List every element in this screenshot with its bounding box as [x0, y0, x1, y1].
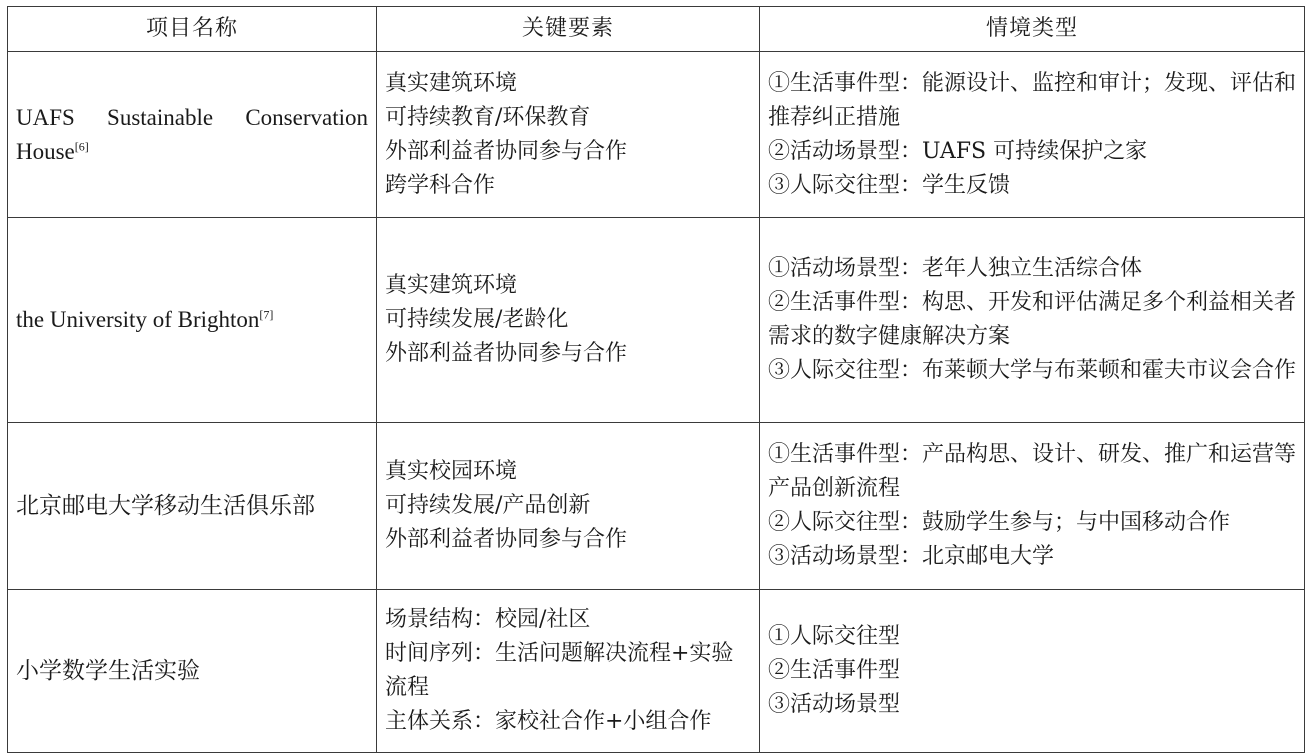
key-elements-cell — [377, 590, 760, 753]
key-element: 外部利益者协同参与合作 — [385, 341, 628, 366]
context-type-item: ②活动场景型：UAFS 可持续保护之家 — [768, 138, 1148, 164]
project-name: 小学数学生活实验 — [16, 658, 200, 683]
project-name: the University of Brighton — [16, 307, 260, 332]
context-type-item: ①生活事件型：能源设计、监控和审计；发现、评估和推荐纠正措施 — [768, 70, 1297, 130]
key-element: 真实建筑环境 — [385, 273, 518, 298]
project-name-cell — [8, 218, 377, 423]
key-element: 时间序列：生活问题解决流程+实验流程 — [385, 641, 734, 700]
key-element: 外部利益者协同参与合作 — [385, 138, 628, 164]
project-name: UAFS Sustainable Conservation House — [16, 104, 368, 164]
header-project-name: 项目名称 — [8, 7, 377, 52]
context-type-item: ①活动场景型：老年人独立生活综合体 — [768, 256, 1143, 281]
context-type-cell — [760, 218, 1305, 423]
context-type-item: ③人际交往型：布莱顿大学与布莱顿和霍夫市议会合作 — [768, 358, 1297, 383]
key-elements-cell — [377, 423, 760, 590]
project-name-cell — [8, 423, 377, 590]
header-context-type: 情境类型 — [760, 7, 1305, 52]
key-element: 真实校园环境 — [385, 459, 518, 484]
key-element: 跨学科合作 — [385, 172, 496, 198]
table-row — [8, 52, 1305, 218]
context-type-cell — [760, 590, 1305, 753]
key-element: 外部利益者协同参与合作 — [385, 527, 628, 552]
context-type-item: ①生活事件型：产品构思、设计、研发、推广和运营等产品创新流程 — [768, 442, 1297, 501]
key-elements-cell — [377, 52, 760, 218]
project-name-cell — [8, 52, 377, 218]
table-row — [8, 218, 1305, 423]
context-type-item: ③人际交往型：学生反馈 — [768, 172, 1011, 198]
key-elements-cell — [377, 218, 760, 423]
context-type-cell — [760, 52, 1305, 218]
project-name-cell — [8, 590, 377, 753]
project-table — [7, 6, 1305, 753]
header-row — [8, 7, 1305, 52]
key-element: 场景结构：校园/社区 — [385, 607, 591, 632]
table-row — [8, 423, 1305, 590]
key-element: 可持续教育/环保教育 — [385, 104, 591, 130]
context-type-item: ②人际交往型：鼓励学生参与；与中国移动合作 — [768, 510, 1231, 535]
context-type-cell — [760, 423, 1305, 590]
header-key-elements: 关键要素 — [377, 7, 760, 52]
context-type-item: ②生活事件型 — [768, 658, 901, 683]
key-element: 可持续发展/产品创新 — [385, 493, 591, 518]
table-row — [8, 590, 1305, 753]
context-type-item: ①人际交往型 — [768, 624, 901, 649]
project-name: 北京邮电大学移动生活俱乐部 — [16, 493, 315, 518]
context-type-item: ③活动场景型：北京邮电大学 — [768, 544, 1055, 569]
context-type-item: ③活动场景型 — [768, 692, 901, 717]
key-element: 可持续发展/老龄化 — [385, 307, 569, 332]
reference-mark: [7] — [259, 307, 274, 322]
key-element: 真实建筑环境 — [385, 70, 518, 96]
context-type-item: ②生活事件型：构思、开发和评估满足多个利益相关者需求的数字健康解决方案 — [768, 290, 1297, 349]
reference-mark: [6] — [74, 138, 89, 153]
key-element: 主体关系：家校社合作+小组合作 — [385, 709, 712, 734]
